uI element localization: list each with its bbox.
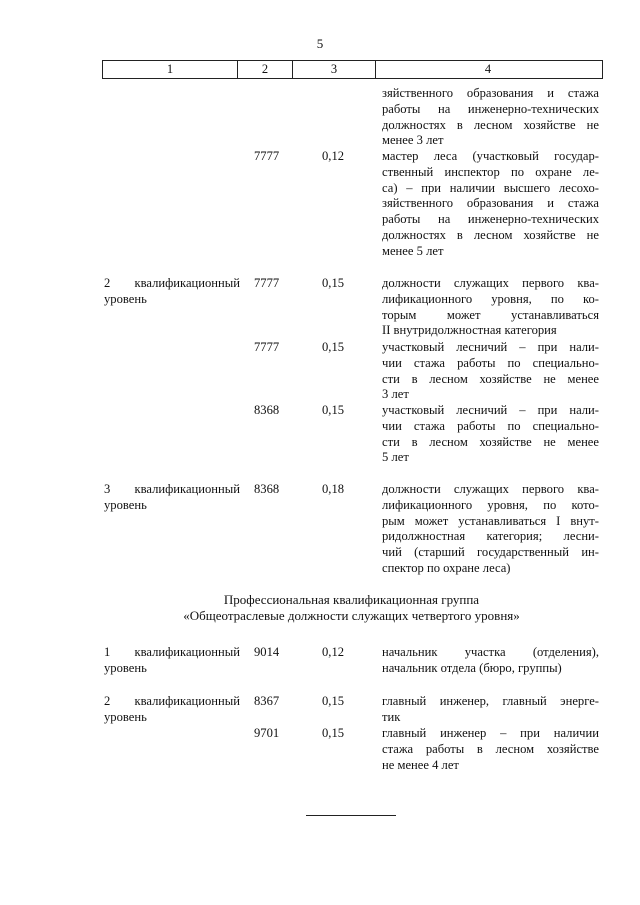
desc-line: главный инженер, главный энерге- <box>382 694 599 708</box>
code-cell: 8368 <box>254 482 280 496</box>
page-number: 5 <box>316 36 324 51</box>
header-col-4: 4 <box>484 62 492 76</box>
level-label-3 <box>104 482 240 514</box>
desc-line: менее 5 лет <box>382 243 444 258</box>
desc-line: чии стажа работы по специально- <box>382 355 599 370</box>
desc-line: ридолжностная категория; лесни- <box>382 529 599 544</box>
level-label-line: уровень <box>104 291 147 306</box>
code-cell: 7777 <box>254 149 280 163</box>
level-label-2 <box>104 276 240 308</box>
desc-line: работы на инженерно-технических <box>382 101 599 116</box>
code-cell: 9701 <box>254 726 280 740</box>
header-col-3: 3 <box>293 61 376 78</box>
desc-line: лификационного уровня, по кото- <box>382 497 599 512</box>
description-row <box>382 645 599 677</box>
header-col-1: 1 <box>103 61 238 78</box>
coef-cell: 0,18 <box>322 482 345 496</box>
desc-line: участковый лесничий – при нали- <box>382 340 599 354</box>
code-cell: 8368 <box>254 403 280 417</box>
desc-line: зяйственного образования и стажа <box>382 196 599 211</box>
level-label-line: 2 квалификационный <box>104 276 240 290</box>
desc-line: должностях в лесном хозяйстве не <box>382 227 599 242</box>
desc-line: участковый лесничий – при нали- <box>382 403 599 417</box>
desc-line: главный инженер – при наличии <box>382 726 599 740</box>
header-col-2: 2 <box>238 61 293 78</box>
coef-cell: 0,15 <box>322 403 345 417</box>
desc-line: ственный инспектор по охране ле- <box>382 164 599 179</box>
desc-line: 3 лет <box>382 387 409 402</box>
desc-line: сти в лесном хозяйстве не менее <box>382 371 599 386</box>
desc-line: начальник отдела (бюро, группы) <box>382 660 562 675</box>
code-cell: 8367 <box>254 694 280 708</box>
end-rule <box>306 815 396 816</box>
desc-line: чии стажа работы по специально- <box>382 418 599 433</box>
desc-line: торым может устанавливаться <box>382 307 599 322</box>
level-label-line: 1 квалификационный <box>104 645 240 659</box>
desc-line: менее 3 лет <box>382 133 444 148</box>
code-cell: 7777 <box>254 276 280 290</box>
desc-line: спектор по охране леса) <box>382 560 511 575</box>
desc-line: работы на инженерно-технических <box>382 212 599 227</box>
level-label-line: уровень <box>104 709 147 724</box>
desc-line: лификационного уровня, по ко- <box>382 291 599 306</box>
desc-line: зяйственного образования и стажа <box>382 86 599 100</box>
description-row <box>382 482 599 577</box>
coef-cell: 0,15 <box>322 340 345 354</box>
desc-line: рым может устанавливаться I внут- <box>382 513 599 528</box>
group-title <box>102 592 601 624</box>
desc-line: сти в лесном хозяйстве не менее <box>382 434 599 449</box>
level-label-line: уровень <box>104 497 147 512</box>
description-row <box>382 403 599 466</box>
desc-line: тик <box>382 709 401 724</box>
coef-cell: 0,15 <box>322 276 345 290</box>
description-row <box>382 340 599 403</box>
desc-line: II внутридолжностная категория <box>382 323 557 338</box>
desc-line: не менее 4 лет <box>382 757 459 772</box>
level-label-g4-2 <box>104 694 240 726</box>
coef-cell: 0,12 <box>322 645 345 659</box>
desc-line: стажа работы в лесном хозяйстве <box>382 741 599 756</box>
description-row <box>382 694 599 726</box>
desc-line: мастер леса (участковый государ- <box>382 149 599 163</box>
desc-line: должности служащих первого ква- <box>382 276 599 290</box>
level-label-g4-1 <box>104 645 240 677</box>
code-cell: 9014 <box>254 645 280 659</box>
desc-line: должностях в лесном хозяйстве не <box>382 117 599 132</box>
level-label-line: уровень <box>104 660 147 675</box>
description-row <box>382 726 599 773</box>
coef-cell: 0,15 <box>322 694 345 708</box>
desc-line: чий (старший государственный ин- <box>382 545 599 560</box>
desc-line: должности служащих первого ква- <box>382 482 599 496</box>
level-label-line: 2 квалификационный <box>104 694 240 708</box>
desc-line: начальник участка (отделения), <box>382 645 599 659</box>
desc-line: са) – при наличии высшего лесохо- <box>382 180 599 195</box>
continued-description <box>382 86 599 149</box>
description-master-lesa <box>382 149 599 260</box>
desc-line: 5 лет <box>382 450 409 465</box>
level-label-line: 3 квалификационный <box>104 482 240 496</box>
group-title-line-2: «Общеотраслевые должности служащих четвертого уровня» <box>183 608 520 623</box>
coef-cell: 0,12 <box>322 149 345 163</box>
description-row <box>382 276 599 339</box>
coef-cell: 0,15 <box>322 726 345 740</box>
code-cell: 7777 <box>254 340 280 354</box>
group-title-line-1: Профессиональная квалификационная группа <box>223 592 480 607</box>
